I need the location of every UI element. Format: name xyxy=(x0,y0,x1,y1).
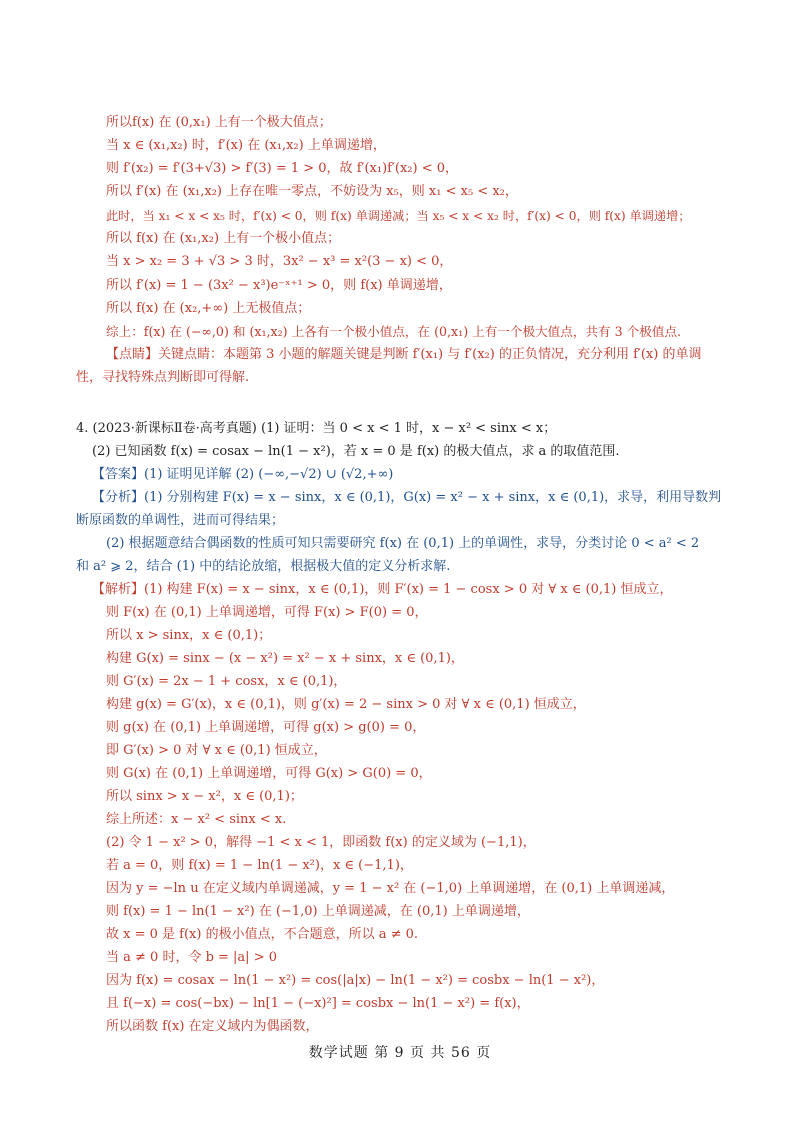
problem-statement: 4. (2023·新课标Ⅱ卷·高考真题) (1) 证明：当 0 < x < 1 时，x − x² < sinx < x； xyxy=(76,421,557,436)
solution-line: 若 a = 0，则 f(x) = 1 − ln(1 − x²)，x ∈ (−1,1)， xyxy=(106,858,413,873)
text-line: 所以 f(x) 在 (x₂,+∞) 上无极值点； xyxy=(106,301,311,316)
text-line: 综上：f(x) 在 (−∞,0) 和 (x₁,x₂) 上各有一个极小值点，在 (0,x₁) 上有一个极大值点，共有 3 个极值点. xyxy=(106,324,682,339)
solution-line: (2) 令 1 − x² > 0，解得 −1 < x < 1，即函数 f(x) 的定义域为 (−1,1)， xyxy=(106,835,536,850)
solution-line: 所以 sinx > x − x²，x ∈ (0,1)； xyxy=(106,789,303,804)
solution-line: 即 G′(x) > 0 对 ∀ x ∈ (0,1) 恒成立， xyxy=(106,743,327,758)
solution-line: 【解析】(1) 构建 F(x) = x − sinx，x ∈ (0,1)，则 F′(x) = 1 − cosx > 0 对 ∀ x ∈ (0,1) 恒成立， xyxy=(92,582,673,597)
solution-line: 则 F(x) 在 (0,1) 上单调递增，可得 F(x) > F(0) = 0， xyxy=(106,605,428,620)
text-line: 则 f′(x₂) = f′(3+√3) > f′(3) = 1 > 0，故 f′(x₁)f′(x₂) < 0， xyxy=(106,161,459,176)
analysis-line: (2) 根据题意结合偶函数的性质可知只需要研究 f(x) 在 (0,1) 上的单调性，求导，分类讨论 0 < a² < 2 xyxy=(106,536,700,551)
analysis-line: 【分析】(1) 分别构建 F(x) = x − sinx，x ∈ (0,1)，G(x) = x² − x + sinx，x ∈ (0,1)，求导，利用导数判 xyxy=(92,490,722,505)
analysis-line: 断原函数的单调性，进而可得结果； xyxy=(76,513,285,528)
solution-line: 则 G(x) 在 (0,1) 上单调递增，可得 G(x) > G(0) = 0， xyxy=(106,766,432,781)
text-line: 当 x > x₂ = 3 + √3 > 3 时，3x² − x³ = x²(3 − x) < 0， xyxy=(106,254,453,269)
answer: 【答案】(1) 证明见详解 (2) (−∞,−√2) ∪ (√2,+∞) xyxy=(92,467,394,482)
dianjing-line: 性，寻找特殊点判断即可得解. xyxy=(76,370,250,385)
solution-line: 综上所述：x − x² < sinx < x. xyxy=(106,812,287,827)
text-line: 所以f(x) 在 (0,x₁) 上有一个极大值点； xyxy=(106,115,332,130)
solution-line: 当 a ≠ 0 时，令 b = |a| > 0 xyxy=(106,950,277,965)
solution-line: 且 f(−x) = cos(−bx) − ln[1 − (−x)²] = cosbx − ln(1 − x²) = f(x)， xyxy=(106,996,530,1011)
text-line: 所以 f(x) 在 (x₁,x₂) 上有一个极小值点； xyxy=(106,231,341,246)
solution-line: 所以函数 f(x) 在定义域内为偶函数， xyxy=(106,1019,319,1034)
problem-statement: (2) 已知函数 f(x) = cosax − ln(1 − x²)，若 x = 0 是 f(x) 的极大值点，求 a 的取值范围. xyxy=(92,444,620,459)
text-line: 此时，当 x₁ < x < x₅ 时，f′(x) < 0，则 f(x) 单调递减；当 x₅ < x < x₂ 时，f′(x) < 0，则 f(x) 单调递增； xyxy=(106,209,691,223)
analysis-line: 和 a² ⩾ 2，结合 (1) 中的结论放缩，根据极大值的定义分析求解. xyxy=(76,559,451,574)
solution-line: 所以 x > sinx，x ∈ (0,1)； xyxy=(106,628,272,643)
solution-line: 则 G′(x) = 2x − 1 + cosx，x ∈ (0,1)， xyxy=(106,674,347,689)
solution-line: 则 f(x) = 1 − ln(1 − x²) 在 (−1,0) 上单调递减，在 (0,1) 上单调递增， xyxy=(106,904,530,919)
solution-line: 因为 y = −ln u 在定义域内单调递减，y = 1 − x² 在 (−1,0) 上单调递增，在 (0,1) 上单调递减， xyxy=(106,881,675,896)
text-line: 所以 f′(x) 在 (x₁,x₂) 上存在唯一零点，不妨设为 x₅，则 x₁ < x₅ < x₂， xyxy=(106,184,518,199)
solution-line: 构建 G(x) = sinx − (x − x²) = x² − x + sinx，x ∈ (0,1)， xyxy=(106,651,464,666)
solution-line: 则 g(x) 在 (0,1) 上单调递增，可得 g(x) > g(0) = 0， xyxy=(106,720,426,735)
solution-line: 构建 g(x) = G′(x)，x ∈ (0,1)，则 g′(x) = 2 − sinx > 0 对 ∀ x ∈ (0,1) 恒成立， xyxy=(106,697,586,712)
text-line: 所以 f′(x) = 1 − (3x² − x³)e⁻ˣ⁺¹ > 0，则 f(x) 单调递增， xyxy=(106,278,452,293)
page-footer: 数学试题 第 9 页 共 56 页 xyxy=(308,1045,492,1061)
text-line: 当 x ∈ (x₁,x₂) 时，f′(x) 在 (x₁,x₂) 上单调递增， xyxy=(106,138,386,153)
solution-line: 故 x = 0 是 f(x) 的极小值点，不合题意，所以 a ≠ 0. xyxy=(106,927,419,942)
solution-line: 因为 f(x) = cosax − ln(1 − x²) = cos(|a|x) − ln(1 − x²) = cosbx − ln(1 − x²)， xyxy=(106,973,605,988)
dianjing-line: 【点睛】关键点睛：本题第 3 小题的解题关键是判断 f′(x₁) 与 f′(x₂) 的正负情况，充分利用 f′(x) 的单调 xyxy=(106,347,702,362)
